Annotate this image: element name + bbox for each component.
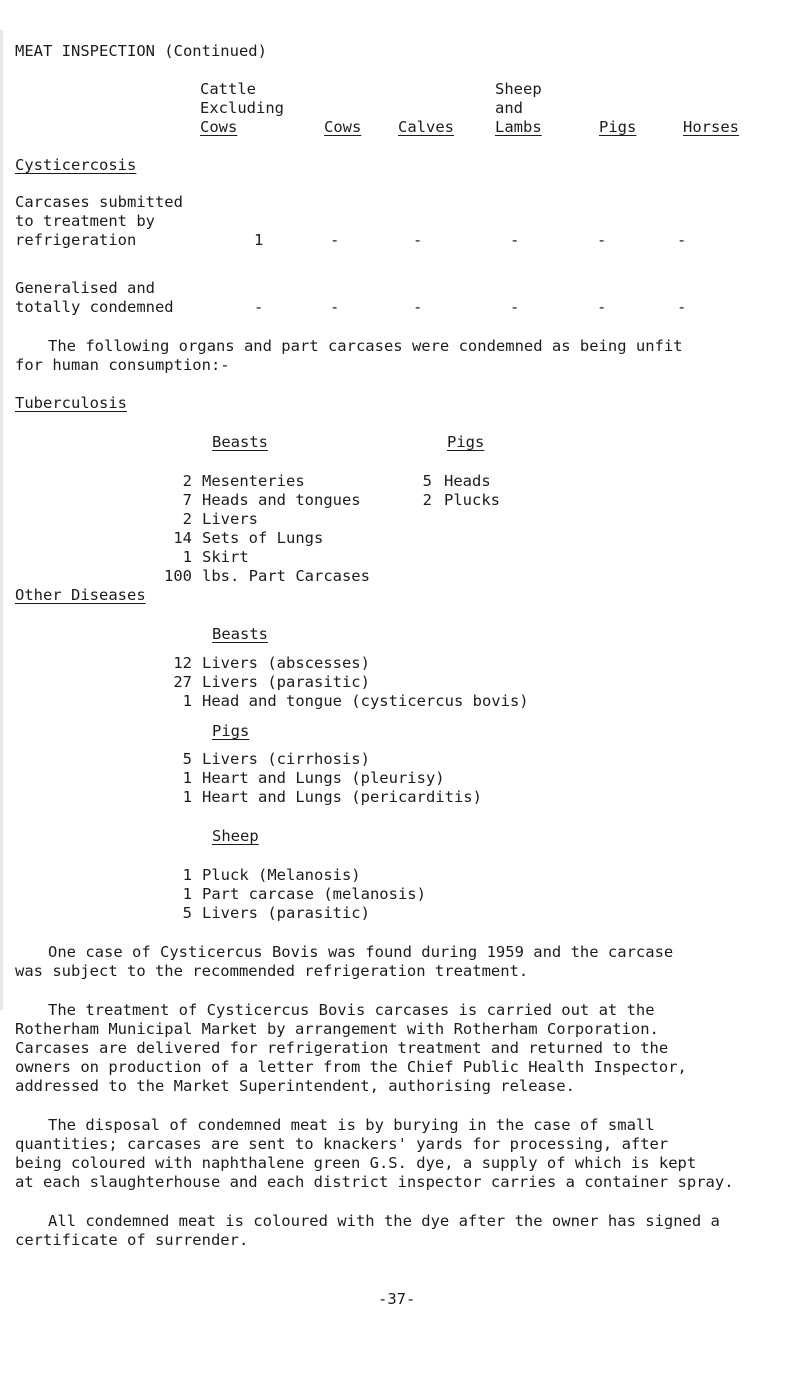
tb-beasts-item: Mesenteries (202, 472, 305, 490)
row-condemned-calves: - (413, 298, 423, 316)
tb-beasts-item: Heads and tongues (202, 491, 361, 509)
col-head-calves: Calves (398, 118, 454, 136)
tb-pigs-item: Plucks (444, 491, 500, 509)
para-2-line: The treatment of Cysticercus Bovis carcases is carried out at the (48, 1001, 655, 1019)
other-beasts-count: 1 (182, 692, 192, 710)
row-condemned-cattle: - (254, 298, 264, 316)
cysticercosis-title: Cysticercosis (15, 156, 137, 174)
other-sheep-item: Livers (parasitic) (202, 904, 370, 922)
tb-beasts-count: 100 (164, 567, 192, 585)
para-3-line: at each slaughterhouse and each district inspector carries a container spray. (15, 1173, 734, 1191)
row-refrigeration-horses: - (677, 231, 687, 249)
row-condemned-horses: - (677, 298, 687, 316)
other-beasts-item: Livers (parasitic) (202, 673, 370, 691)
row-refrigeration-sheep: - (510, 231, 520, 249)
col-head-sheep-line3: Lambs (495, 118, 542, 136)
other-sheep-item: Pluck (Melanosis) (202, 866, 361, 884)
para-2-line: addressed to the Market Superintendent, authorising release. (15, 1077, 575, 1095)
other-pigs-item: Livers (cirrhosis) (202, 750, 370, 768)
page-number: -37- (378, 1290, 416, 1308)
tb-beasts-item: Skirt (202, 548, 249, 566)
other-pigs-count: 5 (182, 750, 192, 768)
tb-pigs-count: 2 (422, 491, 432, 509)
other-sheep-heading: Sheep (212, 827, 259, 845)
col-head-horses: Horses (683, 118, 739, 136)
other-diseases-title: Other Diseases (15, 586, 146, 604)
row-refrigeration-cows: - (330, 231, 340, 249)
other-sheep-count: 5 (182, 904, 192, 922)
para-2-line: Carcases are delivered for refrigeration treatment and returned to the (15, 1039, 669, 1057)
tb-beasts-item: lbs. Part Carcases (202, 567, 370, 585)
tb-pigs-count: 5 (422, 472, 432, 490)
para-3-line: The disposal of condemned meat is by burying in the case of small (48, 1116, 655, 1134)
row-refrigeration-label-2: to treatment by (15, 212, 155, 230)
other-beasts-item: Head and tongue (cysticercus bovis) (202, 692, 529, 710)
tb-beasts-count: 1 (182, 548, 192, 566)
col-head-pigs: Pigs (599, 118, 637, 136)
para-4-line: certificate of surrender. (15, 1231, 249, 1249)
other-pigs-count: 1 (182, 788, 192, 806)
tb-beasts-count: 14 (173, 529, 192, 547)
row-condemned-cows: - (330, 298, 340, 316)
other-pigs-item: Heart and Lungs (pericarditis) (202, 788, 482, 806)
para-1-line: was subject to the recommended refrigeration treatment. (15, 962, 529, 980)
para-2-line: owners on production of a letter from the Chief Public Health Inspector, (15, 1058, 687, 1076)
para-3-line: being coloured with naphthalene green G.S. dye, a supply of which is kept (15, 1154, 697, 1172)
tb-beasts-count: 2 (182, 472, 192, 490)
other-beasts-heading: Beasts (212, 625, 268, 643)
tuberculosis-title: Tuberculosis (15, 394, 127, 412)
other-pigs-heading: Pigs (212, 722, 250, 740)
tb-beasts-item: Sets of Lungs (202, 529, 324, 547)
row-refrigeration-calves: - (413, 231, 423, 249)
other-beasts-count: 12 (173, 654, 192, 672)
row-refrigeration-cattle: 1 (254, 231, 264, 249)
other-beasts-count: 27 (173, 673, 192, 691)
scan-edge-shadow (0, 30, 3, 1010)
tb-beasts-heading: Beasts (212, 433, 268, 451)
row-refrigeration-label-1: Carcases submitted (15, 193, 183, 211)
col-head-cattle-line2: Excluding (200, 99, 284, 117)
para-2-line: Rotherham Municipal Market by arrangement with Rotherham Corporation. (15, 1020, 659, 1038)
intro-line-1: The following organs and part carcases were condemned as being unfit (48, 337, 683, 355)
row-refrigeration-label-3: refrigeration (15, 231, 137, 249)
col-head-sheep-line2: and (495, 99, 523, 117)
page-heading: MEAT INSPECTION (Continued) (15, 42, 267, 60)
tb-beasts-count: 7 (182, 491, 192, 509)
para-3-line: quantities; carcases are sent to knackers' yards for processing, after (15, 1135, 669, 1153)
other-sheep-item: Part carcase (melanosis) (202, 885, 426, 903)
col-head-sheep-line1: Sheep (495, 80, 542, 98)
col-head-cattle-line1: Cattle (200, 80, 256, 98)
tb-pigs-item: Heads (444, 472, 491, 490)
col-head-cattle-line3: Cows (200, 118, 238, 136)
para-1-line: One case of Cysticercus Bovis was found during 1959 and the carcase (48, 943, 674, 961)
other-beasts-item: Livers (abscesses) (202, 654, 370, 672)
row-refrigeration-pigs: - (597, 231, 607, 249)
tb-pigs-heading: Pigs (447, 433, 485, 451)
para-4-line: All condemned meat is coloured with the dye after the owner has signed a (48, 1212, 720, 1230)
intro-line-2: for human consumption:- (15, 356, 230, 374)
row-condemned-sheep: - (510, 298, 520, 316)
tb-beasts-item: Livers (202, 510, 258, 528)
tb-beasts-count: 2 (182, 510, 192, 528)
other-sheep-count: 1 (182, 866, 192, 884)
row-condemned-pigs: - (597, 298, 607, 316)
other-pigs-item: Heart and Lungs (pleurisy) (202, 769, 445, 787)
row-condemned-label-1: Generalised and (15, 279, 155, 297)
row-condemned-label-2: totally condemned (15, 298, 174, 316)
other-pigs-count: 1 (182, 769, 192, 787)
other-sheep-count: 1 (182, 885, 192, 903)
col-head-cows: Cows (324, 118, 362, 136)
